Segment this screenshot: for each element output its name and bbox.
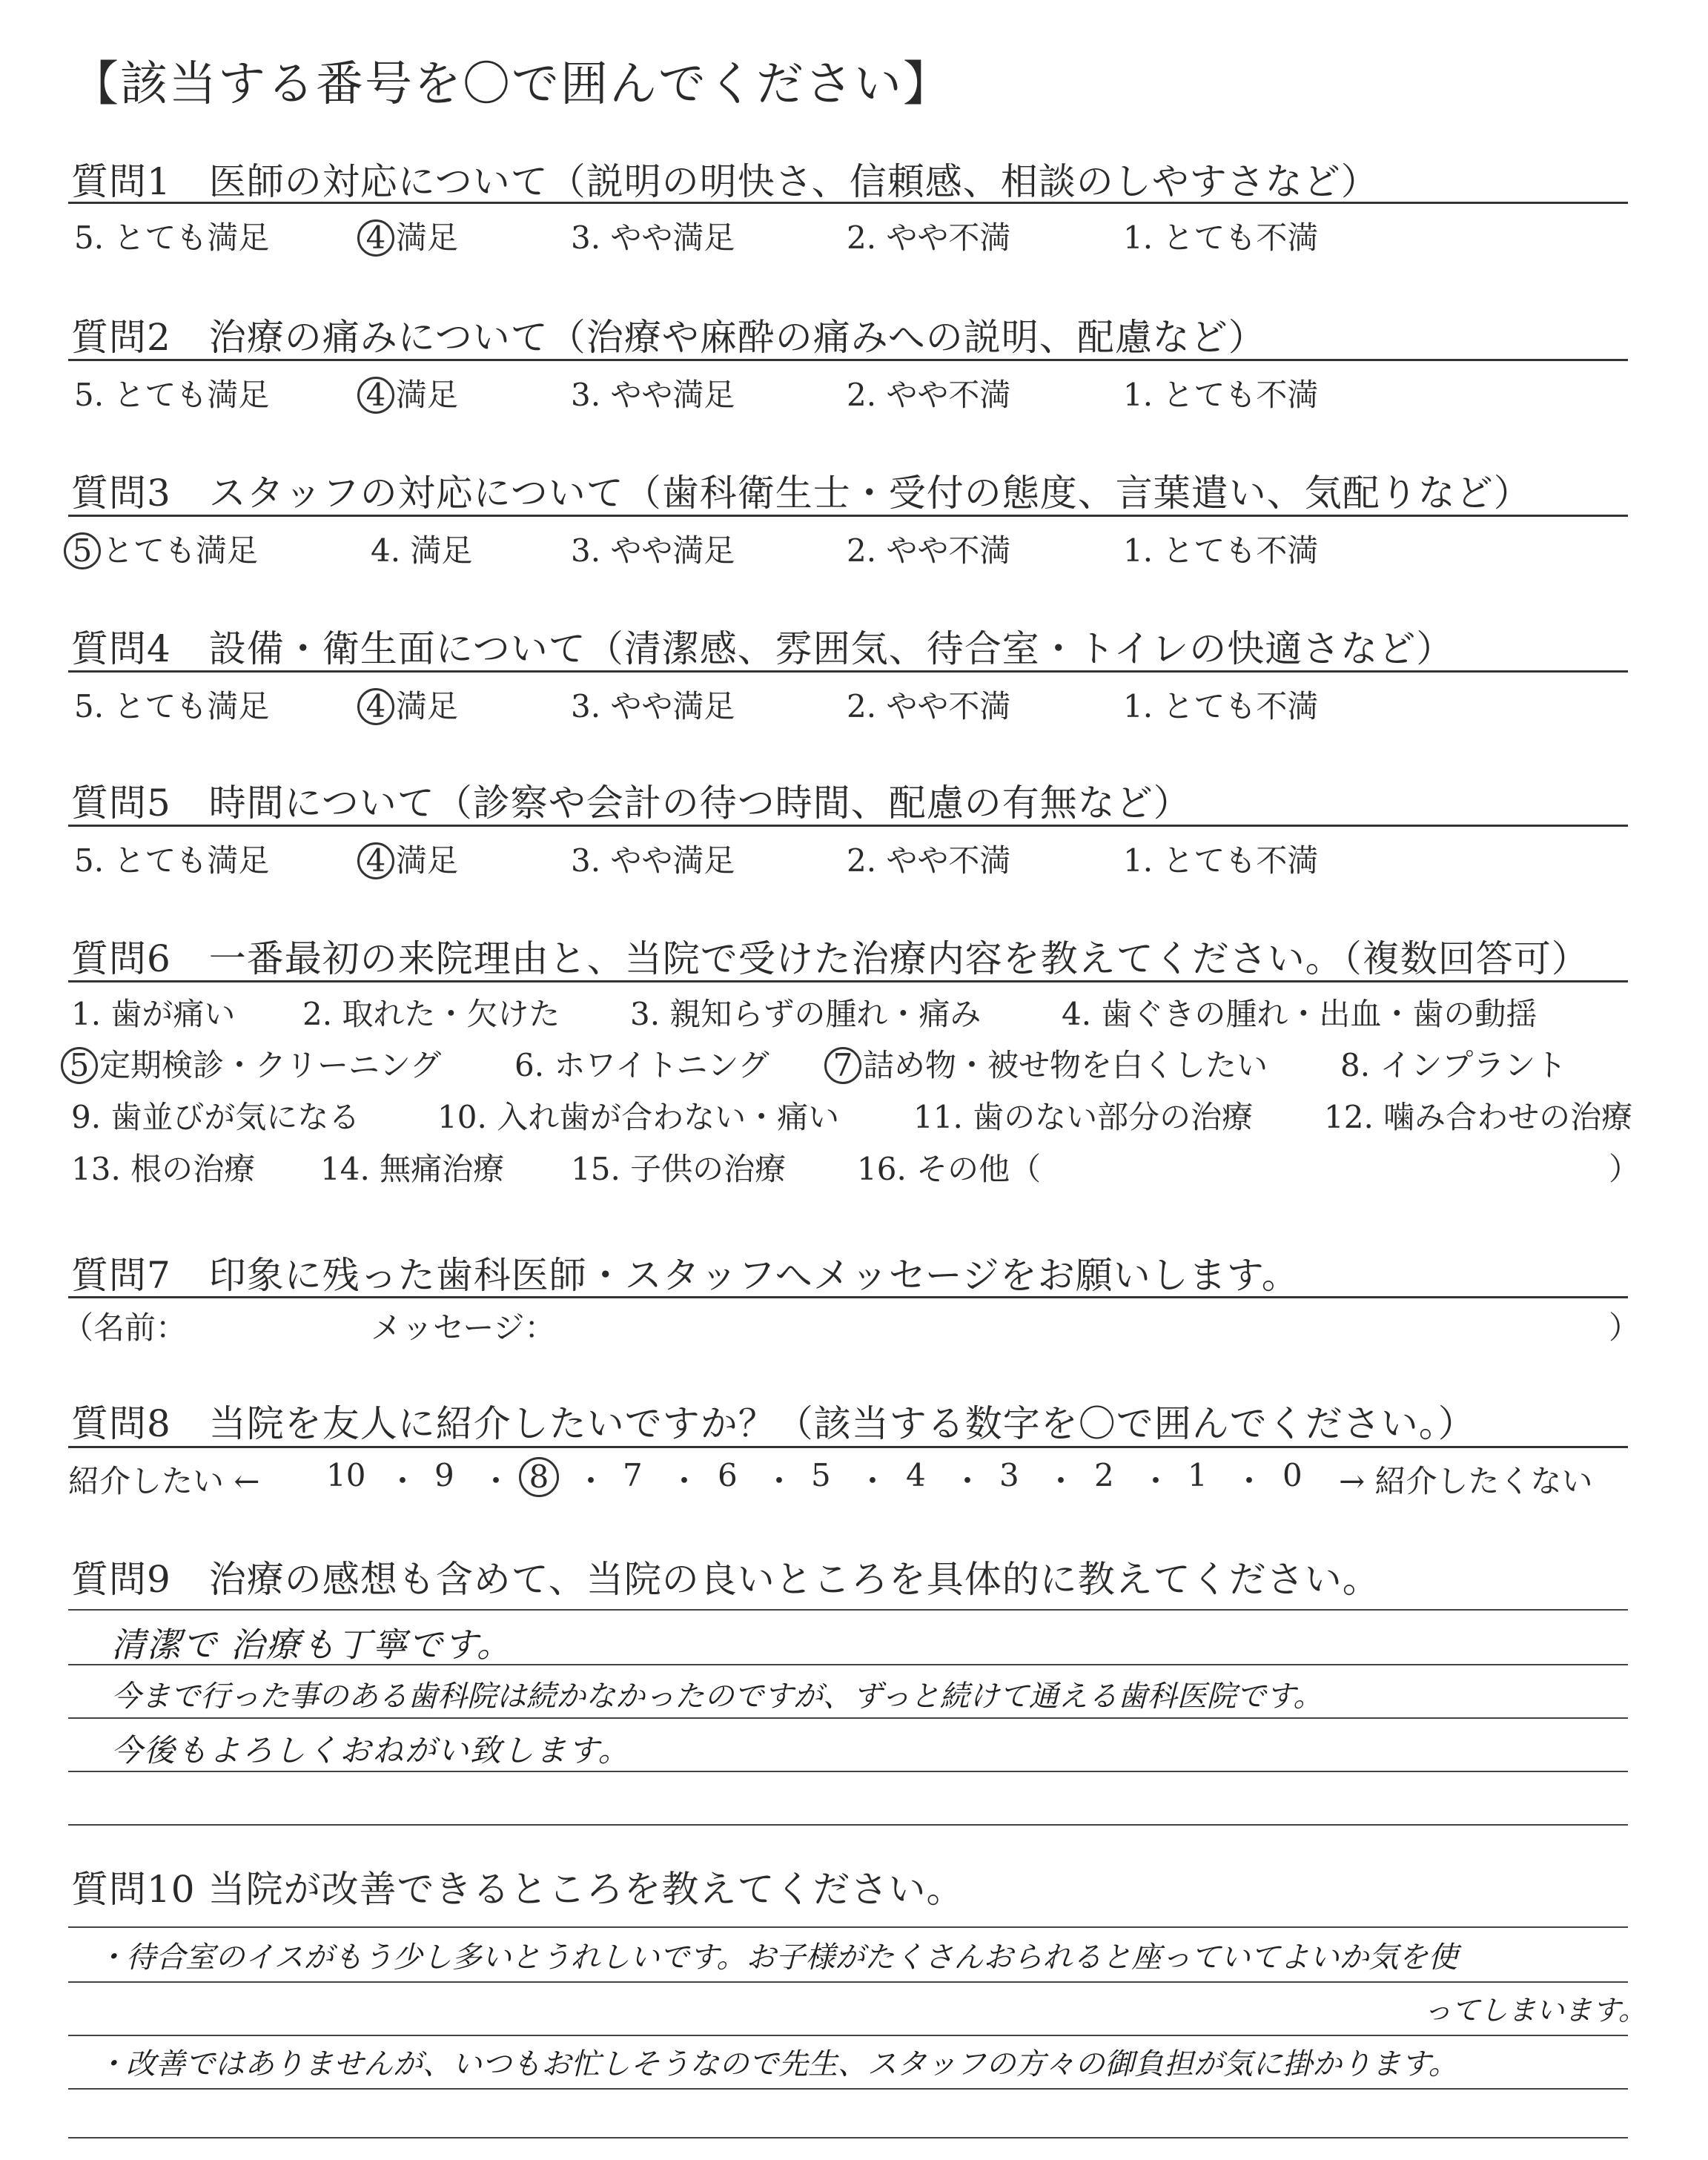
q6-option-9[interactable]: 9. 歯並びが気になる: [71, 1099, 360, 1135]
question-10-title: 質問10 当院が改善できるところを教えてください。: [71, 1868, 964, 1911]
q7-fields: [0, 1304, 1708, 1348]
question-5-options: [0, 836, 1708, 881]
q3-option-2[interactable]: 2. やや不満: [847, 532, 1011, 569]
question-2-rule: [68, 359, 1628, 361]
q10-answer-line-1: ・待合室のイスがもう少し多いとうれしいです。お子様がたくさんおられると座っていてよいか気を使: [96, 1941, 1458, 1975]
question-9-title: 質問9 治療の感想も含めて、当院の良いところを具体的に教えてください。: [71, 1558, 1380, 1601]
q6-option-4[interactable]: 4. 歯ぐきの腫れ・出血・歯の動揺: [1062, 996, 1537, 1032]
q10-line-1: [68, 1926, 1628, 1928]
q6-option-13[interactable]: 13. 根の治療: [71, 1151, 256, 1187]
question-7-title: 質問7 印象に残った歯科医師・スタッフへメッセージをお願いします。: [71, 1254, 1300, 1297]
question-6-rule: [68, 980, 1628, 982]
question-4-title: 質問4 設備・衛生面について（清潔感、雰囲気、待合室・トイレの快適さなど）: [71, 627, 1454, 670]
question-1-title: 質問1 医師の対応について（説明の明快さ、信頼感、相談のしやすさなど）: [71, 160, 1379, 203]
q5-option-2[interactable]: 2. やや不満: [847, 842, 1011, 879]
q8-sep: ・: [669, 1463, 701, 1499]
q1-option-5[interactable]: 5. とても満足: [74, 219, 270, 256]
q2-option-1[interactable]: 1. とても不満: [1123, 377, 1319, 413]
q8-value-9[interactable]: 9: [434, 1457, 454, 1493]
question-8-rule: [68, 1446, 1628, 1448]
q1-option-3[interactable]: 3. やや満足: [571, 219, 735, 256]
q6-option-12[interactable]: 12. 噛み合わせの治療: [1324, 1099, 1633, 1135]
question-3-options: [0, 526, 1708, 571]
q2-option-3[interactable]: 3. やや満足: [571, 377, 735, 413]
q6-option-3[interactable]: 3. 親知らずの腫れ・痛み: [630, 996, 982, 1032]
q8-value-0[interactable]: 0: [1282, 1457, 1302, 1493]
q8-sep: ・: [480, 1463, 512, 1499]
q6-option-6[interactable]: 6. ホワイトニング: [514, 1047, 769, 1083]
q6-option-14[interactable]: 14. 無痛治療: [320, 1151, 505, 1187]
q8-sep: ・: [1234, 1463, 1265, 1499]
q8-right-label: → 紹介したくない: [1339, 1463, 1593, 1499]
q6-option-1[interactable]: 1. 歯が痛い: [71, 996, 236, 1032]
q9-answer-line-3: 今後もよろしくおねがい致します。: [111, 1732, 631, 1768]
q3-option-3[interactable]: 3. やや満足: [571, 532, 735, 569]
q8-value-1[interactable]: 1: [1188, 1457, 1208, 1493]
q6-option-16-close: ）: [1609, 1151, 1641, 1187]
question-5-title: 質問5 時間について（診察や会計の待つ時間、配慮の有無など）: [71, 782, 1191, 825]
q10-line-5: [68, 2137, 1628, 2138]
q6-option-7-selected[interactable]: 7 詰め物・被せ物を白くしたい: [824, 1041, 1268, 1086]
q8-sep: ・: [387, 1463, 419, 1499]
q4-option-2[interactable]: 2. やや不満: [847, 688, 1011, 724]
q5-option-4-selected[interactable]: 4 満足: [357, 836, 458, 881]
q1-option-1[interactable]: 1. とても不満: [1123, 219, 1319, 256]
q5-option-1[interactable]: 1. とても不満: [1123, 842, 1319, 879]
q9-answer-line-1: 清潔で 治療も丁寧です。: [111, 1625, 512, 1665]
q8-value-4[interactable]: 4: [906, 1457, 926, 1493]
q9-line-5: [68, 1824, 1628, 1826]
question-6-title: 質問6 一番最初の来院理由と、当院で受けた治療内容を教えてください。（複数回答可）: [71, 937, 1589, 980]
q6-option-11[interactable]: 11. 歯のない部分の治療: [913, 1099, 1254, 1135]
q8-value-7[interactable]: 7: [623, 1457, 643, 1493]
question-2-title: 質問2 治療の痛みについて（治療や麻酔の痛みへの説明、配慮など）: [71, 316, 1266, 359]
q8-value-6[interactable]: 6: [718, 1457, 738, 1493]
question-2-options: [0, 371, 1708, 415]
q7-close-paren: ）: [1609, 1309, 1641, 1346]
question-5-rule: [68, 825, 1628, 827]
q8-sep: ・: [952, 1463, 984, 1499]
q6-options-row-4: [0, 1145, 1708, 1189]
page-header: 【該当する番号を〇で囲んでください】: [71, 57, 952, 112]
q9-line-1: [68, 1609, 1628, 1611]
q8-value-10[interactable]: 10: [326, 1457, 366, 1493]
q7-message-label: メッセージ：: [371, 1309, 556, 1346]
question-3-title: 質問3 スタッフの対応について（歯科衛生士・受付の態度、言葉遣い、気配りなど）: [71, 472, 1532, 515]
q10-line-4: [68, 2088, 1628, 2090]
q6-option-8[interactable]: 8. インプラント: [1340, 1047, 1567, 1083]
q4-option-3[interactable]: 3. やや満足: [571, 688, 735, 724]
q8-value-2[interactable]: 2: [1094, 1457, 1114, 1493]
q3-option-1[interactable]: 1. とても不満: [1123, 532, 1319, 569]
q4-option-5[interactable]: 5. とても満足: [74, 688, 270, 724]
q5-option-5[interactable]: 5. とても満足: [74, 842, 270, 879]
question-1-options: [0, 214, 1708, 258]
q10-answer-line-2: ってしまいます。: [1423, 1994, 1646, 2027]
question-8-title: 質問8 当院を友人に紹介したいですか？（該当する数字を〇で囲んでください。）: [71, 1402, 1476, 1445]
q10-line-2: [68, 1981, 1628, 1983]
q8-value-5[interactable]: 5: [811, 1457, 831, 1493]
q2-option-5[interactable]: 5. とても満足: [74, 377, 270, 413]
q6-options-row-2: [0, 1041, 1708, 1086]
q6-option-15[interactable]: 15. 子供の治療: [571, 1151, 787, 1187]
question-4-rule: [68, 670, 1628, 673]
question-3-rule: [68, 515, 1628, 517]
q4-option-4-selected[interactable]: 4 満足: [357, 682, 458, 727]
q10-line-3: [68, 2035, 1628, 2036]
q6-options-row-3: [0, 1093, 1708, 1137]
q9-answer-line-2: 今まで行った事のある歯科院は続かなかったのですが、ずっと続けて通える歯科医院です。: [111, 1680, 1323, 1714]
q8-value-3[interactable]: 3: [999, 1457, 1019, 1493]
q8-sep: ・: [1045, 1463, 1077, 1499]
q8-sep: ・: [857, 1463, 889, 1499]
q8-sep: ・: [764, 1463, 795, 1499]
q3-option-4[interactable]: 4. 満足: [371, 532, 473, 569]
q3-option-5-selected[interactable]: 5 とても満足: [64, 526, 258, 571]
question-7-rule: [68, 1296, 1628, 1298]
q9-line-4: [68, 1771, 1628, 1772]
q1-option-2[interactable]: 2. やや不満: [847, 219, 1011, 256]
q2-option-4-selected[interactable]: 4 満足: [357, 371, 458, 415]
q8-sep: ・: [575, 1463, 607, 1499]
question-1-rule: [68, 202, 1628, 204]
q6-option-5-selected[interactable]: 5 定期検診・クリーニング: [61, 1041, 441, 1086]
q6-option-2[interactable]: 2. 取れた・欠けた: [302, 996, 560, 1032]
q4-option-1[interactable]: 1. とても不満: [1123, 688, 1319, 724]
q6-option-16[interactable]: 16. その他（: [857, 1151, 1042, 1187]
question-4-options: [0, 682, 1708, 727]
q9-line-2: [68, 1664, 1628, 1665]
q8-left-label: 紹介したい ←: [68, 1463, 260, 1499]
q6-options-row-1: [0, 990, 1708, 1034]
q7-name-label: （名前：: [62, 1309, 188, 1346]
q5-option-3[interactable]: 3. やや満足: [571, 842, 735, 879]
q1-option-4-selected[interactable]: 4 満足: [357, 214, 458, 258]
q9-line-3: [68, 1717, 1628, 1719]
q10-answer-line-3: ・改善ではありませんが、いつもお忙しそうなので先生、スタッフの方々の御負担が気に掛かります。: [96, 2047, 1458, 2081]
survey-page: 【該当する番号を〇で囲んでください】 質問1 医師の対応について（説明の明快さ、信頼感、相談のしやすさなど） 5. とても満足 4 満足 3. やや満足 2. やや不満 1. とても不満 質問2 治療の痛みについて（治療や麻酔の痛みへの説明、配慮など） 5. とても満足 4 満足 3. やや満足 2. やや不満 1. とても不満 質問3 スタッフの対応について（歯科衛生士・受付の態度、言葉遣い、気配りなど） 5 とても満足 4. 満足 3. やや満足 2. やや不満 1. とても不満 質問4 設備・衛生面について（清潔感、雰囲気、待合室・トイレの快適さなど） 5. とても満足 4 満足 3. やや満足 2. やや不満 1. とても不満 質問5 時間について（診察や会計の待つ時間、配慮の有無など） 5. とても満足 4 満足 3. やや満足 2. やや不満 1. とても不満 質問6 一番最初の来院理由と、当院で受けた治療内容を教えてください。（複数回答可） 1. 歯が痛い 2. 取れた・欠けた 3. 親知らずの腫れ・痛み 4. 歯ぐきの腫れ・出血・歯の動揺 5 定期検診・クリーニング 6. ホワイトニング 7 詰め物・被せ物を白くしたい 8. インプラント 9. 歯並びが気になる 10. 入れ歯が合わない・痛い 11. 歯のない部分の治療 12. 噛み合わせの治療 13. 根の治療 14. 無痛治療 15. 子供の治療 16. その他（ ） 質問7 印象に残った歯科医師・スタッフへメッセージをお願いします。 （名前： メッセージ： ） 質問8 当院を友人に紹介したいですか？（該当する数字を〇で囲んでください。） 紹介したい ← 10 ・ 9 ・ 8 ・ 7 ・ 6 ・ 5 ・ 4 ・ 3 ・ 2 ・ 1 ・ 0 → 紹介したくない 質問9 治療の感想も含めて、当院の良いところを具体的に教えてください。 清潔で 治療も丁寧です。 今まで行った事のある歯科院は続かなかったのですが、ずっと続けて通える歯科医院です。 今後もよろしくおねがい致します。 質問10 当院が改善できるところを教えてください。 ・待合室のイスがもう少し多いとうれしいです。お子様がたくさんおられると座っていてよいか気を使 ってしまいます。 ・改善ではありませんが、いつもお忙しそうなので先生、スタッフの方々の御負担が気に掛かります。: [0, 0, 1708, 2160]
q8-sep: ・: [1140, 1463, 1172, 1499]
q2-option-2[interactable]: 2. やや不満: [847, 377, 1011, 413]
q6-option-10[interactable]: 10. 入れ歯が合わない・痛い: [437, 1099, 840, 1135]
